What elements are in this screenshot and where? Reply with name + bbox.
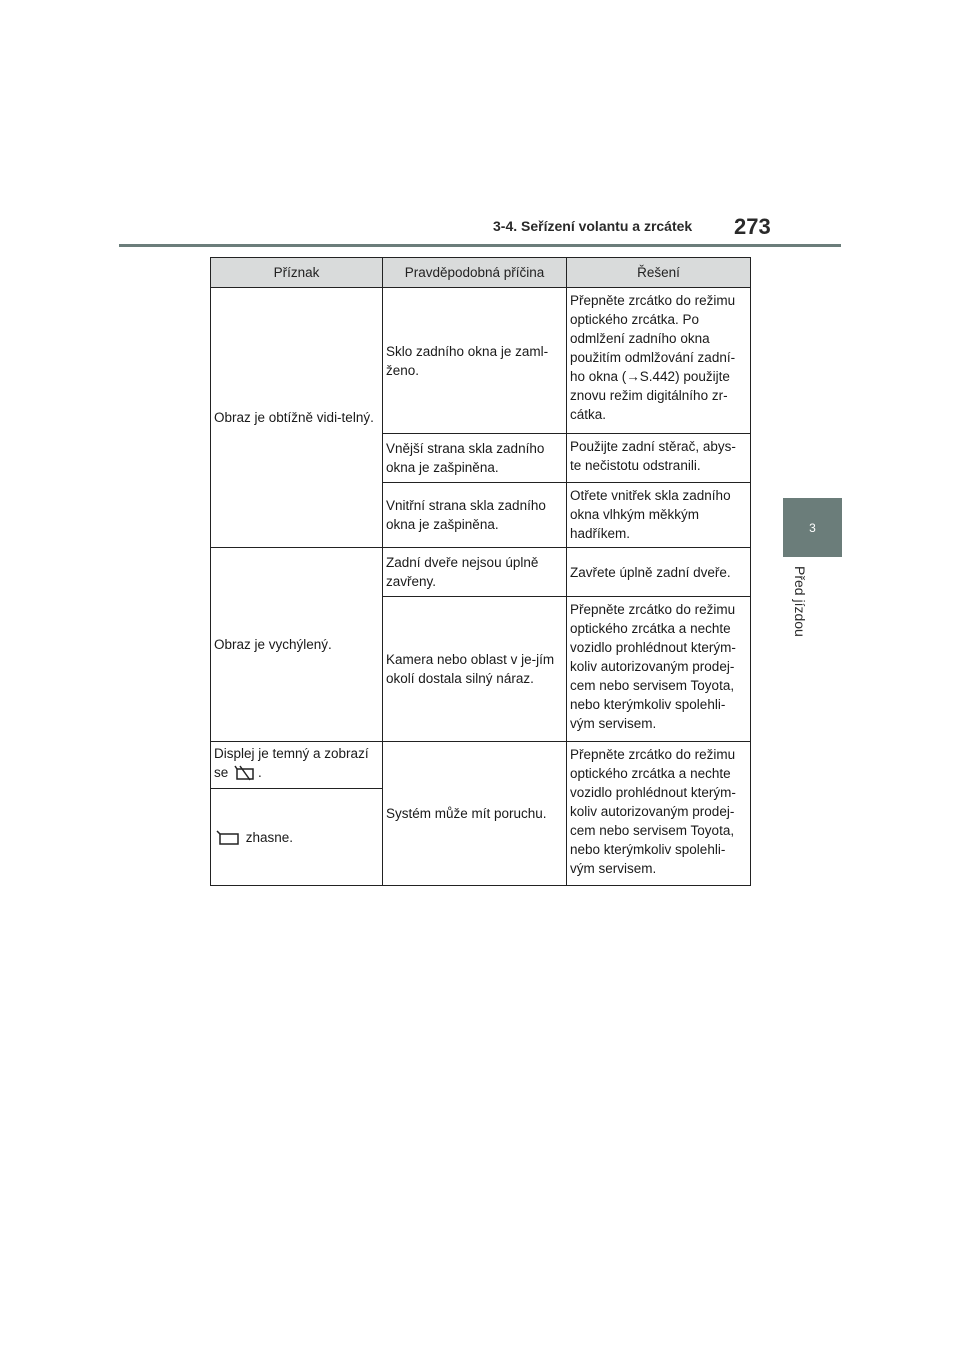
section-title: 3-4. Seřízení volantu a zrcátek [493, 218, 693, 234]
troubleshooting-table [210, 257, 751, 886]
symptom-cell: Obraz je obtížně vidi-telný. [211, 288, 383, 548]
header-cause: Pravděpodobná příčina [383, 258, 567, 288]
symptom-cell [211, 742, 383, 789]
symptom-text: zhasne. [245, 829, 294, 845]
cause-cell: Sklo zadního okna je zaml-ženo. [383, 288, 567, 434]
symptom-text: Displej je temný a zobrazí se [214, 746, 369, 780]
camera-icon [216, 830, 240, 846]
cause-cell: Zadní dveře nejsou úplně zavřeny. [383, 548, 567, 597]
symptom-cell [211, 789, 383, 886]
cause-cell: Systém může mít poruchu. [383, 742, 567, 886]
solution-cell: Přepněte zrcátko do režimu optického zrcátka a nechte vozidlo prohlédnout kterým-koliv autorizovaným prodej-cem nebo servisem Toyota, nebo kterýmkoliv spolehli-vým servisem. [567, 597, 751, 742]
cause-cell: Kamera nebo oblast v je-jím okolí dostala silný náraz. [383, 597, 567, 742]
cause-cell: Vnitřní strana skla zadního okna je zašpiněna. [383, 483, 567, 548]
page-number: 273 [734, 214, 771, 239]
symptom-text-suffix: . [258, 765, 262, 780]
cause-cell: Vnější strana skla zadního okna je zašpiněna. [383, 434, 567, 483]
solution-cell: Otřete vnitřek skla zadního okna vlhkým měkkým hadříkem. [567, 483, 751, 548]
symptom-cell: Obraz je vychýlený. [211, 548, 383, 742]
solution-cell: Přepněte zrcátko do režimu optického zrcátka. Po odmlžení zadního okna použitím odmlžování zadní-ho okna (→S.442) použijte znovu režim digitálního zr-cátka. [567, 288, 751, 434]
header-solution: Řešení [567, 258, 751, 288]
solution-cell: Přepněte zrcátko do režimu optického zrcátka a nechte vozidlo prohlédnout kterým-koliv autorizovaným prodej-cem nebo servisem Toyota, nebo kterýmkoliv spolehli-vým servisem. [567, 742, 751, 886]
solution-cell: Zavřete úplně zadní dveře. [567, 548, 751, 597]
table-header-row [211, 258, 751, 288]
table-row [211, 548, 751, 597]
chapter-number: 3 [809, 520, 816, 535]
chapter-tab [783, 498, 842, 557]
table-row [211, 742, 751, 789]
table-row [211, 288, 751, 434]
header-divider [119, 244, 841, 247]
header-symptom: Příznak [211, 258, 383, 288]
chapter-label: Před jízdou [792, 566, 808, 637]
camera-crossed-icon [234, 765, 256, 781]
solution-cell: Použijte zadní stěrač, abys-te nečistotu odstranili. [567, 434, 751, 483]
